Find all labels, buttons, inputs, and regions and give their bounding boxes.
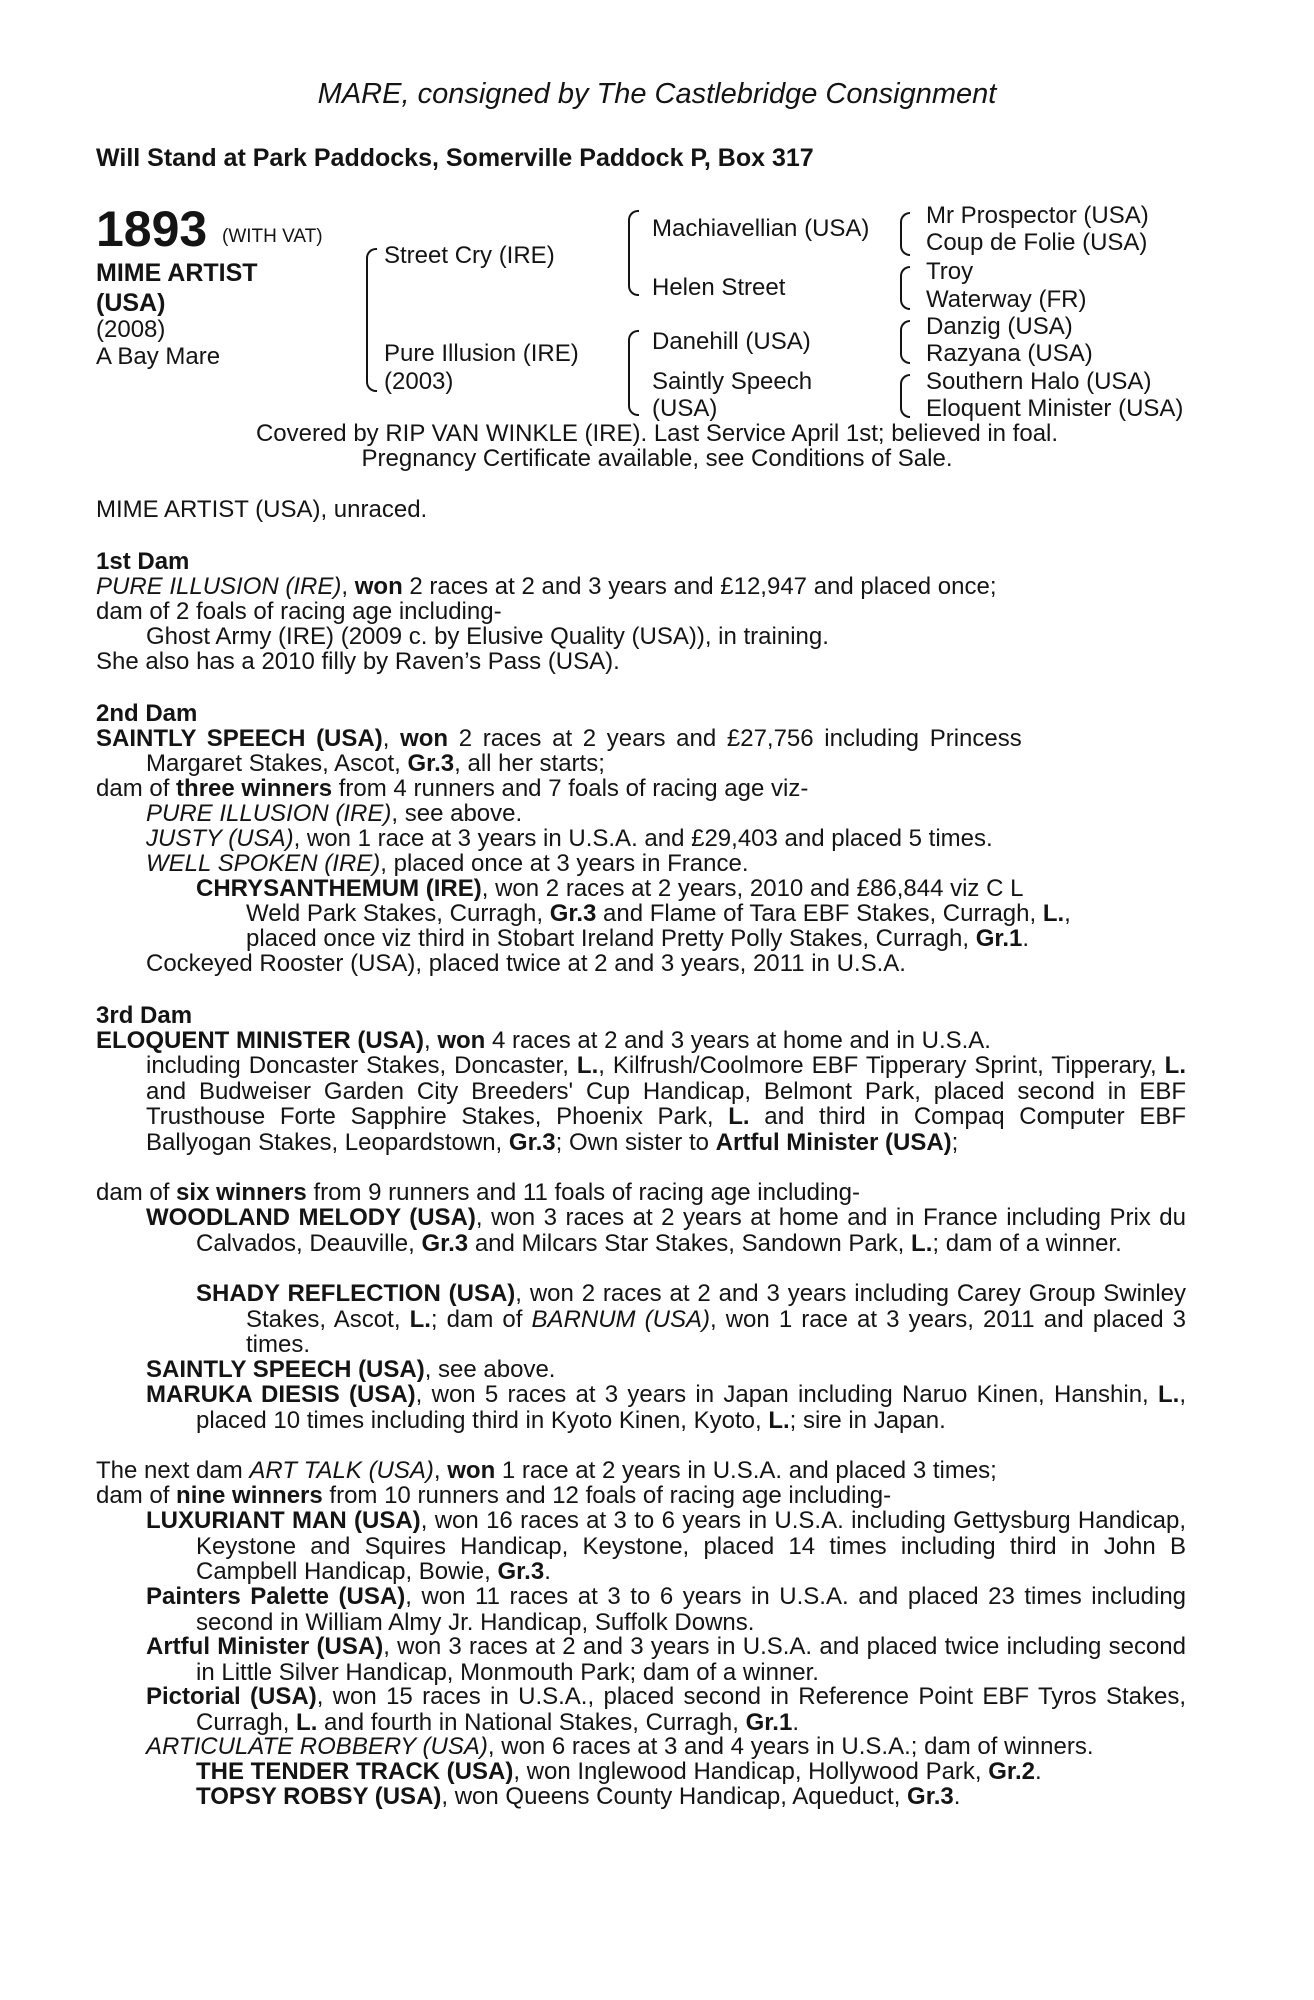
dam1-name: PURE ILLUSION (IRE) <box>96 573 342 600</box>
pedigree-ddd: Eloquent Minister (USA) <box>926 395 1184 422</box>
dam3-offspring-shady: SHADY REFLECTION (USA), won 2 races at 2 and 3 years including Carey Group Swinley Stakes, Ascot, L.; dam of BARNUM (USA), won 1 race at 3 years, 2011 and placed 3 times. <box>196 1280 1186 1358</box>
pedigree-sds: Troy <box>926 258 974 285</box>
consignor-title: MARE, consigned by The Castlebridge Consignment <box>317 78 997 110</box>
dam1-record: 2 races at 2 and 3 years and £12,947 and placed once; <box>402 573 997 600</box>
covered-note: Covered by RIP VAN WINKLE (IRE). Last Service April 1st; believed in foal. <box>255 420 1059 447</box>
horse-name: MIME ARTIST (USA) <box>96 259 258 317</box>
dam3-offspring-maruka: MARUKA DIESIS (USA), won 5 races at 3 years in Japan including Naruo Kinen, Hanshin, L., placed 10 times including third in Kyoto Kinen, Kyoto, L.; sire in Japan. <box>146 1381 1186 1434</box>
next-dam-painters: Painters Palette (USA), won 11 races at 3 to 6 years in U.S.A. and placed 23 times including second in William Almy Jr. Handicap, Suffolk Downs. <box>146 1583 1187 1636</box>
pedigree-brace-parents <box>366 248 377 392</box>
pedigree-brace-sd <box>900 266 910 310</box>
section-2nd-dam: 2nd Dam <box>96 700 198 727</box>
pedigree-sdd: Waterway (FR) <box>926 286 1087 313</box>
dam3-offspring-woodland: WOODLAND MELODY (USA), won 3 races at 2 years at home and in France including Prix du Calvados, Deauville, Gr.3 and Milcars Star Stakes, Sandown Park, L.; dam of a winner. <box>146 1204 1186 1257</box>
pedigree-brace-dam <box>628 330 639 416</box>
dam2-record: 2 races at 2 years and £27,756 including Princess <box>448 725 1022 752</box>
pedigree-ssd: Coup de Folie (USA) <box>926 229 1148 256</box>
dam2-line1: SAINTLY SPEECH (USA), won 2 races at 2 years and £27,756 including Princess <box>96 725 1022 752</box>
next-dam-tender-track: THE TENDER TRACK (USA), won Inglewood Handicap, Hollywood Park, Gr.2. <box>196 1758 1042 1785</box>
next-dam-produce: dam of nine winners from 10 runners and 12 foals of racing age including- <box>96 1482 892 1509</box>
dam1-line4: She also has a 2010 filly by Raven’s Pass (USA). <box>96 648 620 675</box>
pregnancy-note: Pregnancy Certificate available, see Conditions of Sale. <box>361 445 953 472</box>
dam1-line1 <box>96 574 997 600</box>
dam3-produce: dam of six winners from 9 runners and 11 foals of racing age including- <box>96 1179 860 1206</box>
dam2-offspring-4-line2: Weld Park Stakes, Curragh, Gr.3 and Flame of Tara EBF Stakes, Curragh, L., <box>246 900 1071 927</box>
pedigree-dam-dam-country: (USA) <box>652 395 718 422</box>
dam2-offspring-2: JUSTY (USA), won 1 race at 3 years in U.S.A. and £29,403 and placed 5 times. <box>146 825 993 852</box>
dam2-offspring-4: CHRYSANTHEMUM (IRE), won 2 races at 2 years, 2010 and £86,844 viz C L <box>196 875 1024 902</box>
pedigree-sire: Street Cry (IRE) <box>384 242 555 269</box>
dam2-offspring-3: WELL SPOKEN (IRE), placed once at 3 years in France. <box>146 850 749 877</box>
lot-number: 1893 <box>96 201 208 257</box>
pedigree-sire-sire: Machiavellian (USA) <box>652 215 870 242</box>
dam2-offspring-4-line3: placed once viz third in Stobart Ireland Pretty Polly Stakes, Curragh, Gr.1. <box>246 925 1030 952</box>
pedigree-dam-dam: Saintly Speech <box>652 368 813 395</box>
pedigree-dam-year: (2003) <box>384 368 454 395</box>
next-dam-luxuriant: LUXURIANT MAN (USA), won 16 races at 3 to 6 years in U.S.A. including Gettysburg Handicap, Keystone and Squires Handicap, Keystone, placed 14 times including third in John B Campbell Handicap, Bowie, Gr.3. <box>146 1507 1186 1585</box>
next-dam-line1: The next dam ART TALK (USA), won 1 race at 2 years in U.S.A. and placed 3 times; <box>96 1457 997 1484</box>
pedigree-dds: Southern Halo (USA) <box>926 368 1152 395</box>
horse-summary: MIME ARTIST (USA), unraced. <box>96 496 428 523</box>
dam1-won: won <box>354 573 403 600</box>
pedigree-sire-dam: Helen Street <box>652 274 786 301</box>
next-dam-pictorial: Pictorial (USA), won 15 races in U.S.A., placed second in Reference Point EBF Tyros Stakes, Curragh, L. and fourth in National Stakes, Curragh, Gr.1. <box>146 1683 1186 1736</box>
next-dam-topsy: TOPSY ROBSY (USA), won Queens County Handicap, Aqueduct, Gr.3. <box>196 1783 961 1810</box>
grade-3: Gr.3 <box>407 750 455 777</box>
stand-location: Will Stand at Park Paddocks, Somerville Paddock P, Box 317 <box>96 144 814 172</box>
dam2-offspring-5: Cockeyed Rooster (USA), placed twice at 2 and 3 years, 2011 in U.S.A. <box>146 950 906 977</box>
next-dam-artful: Artful Minister (USA), won 3 races at 2 and 3 years in U.S.A. and placed twice including second in Little Silver Handicap, Monmouth Park; dam of a winner. <box>146 1633 1186 1686</box>
pedigree-brace-ss <box>900 212 910 256</box>
pedigree-dsd: Razyana (USA) <box>926 340 1093 367</box>
horse-year: (2008) <box>96 316 166 343</box>
section-3rd-dam: 3rd Dam <box>96 1002 193 1029</box>
vat-note: (WITH VAT) <box>222 226 323 247</box>
pedigree-brace-ds <box>900 320 910 364</box>
pedigree-brace-dd <box>900 374 910 418</box>
dam1-offspring: Ghost Army (IRE) (2009 c. by Elusive Quality (USA)), in training. <box>146 623 829 650</box>
pedigree-brace-sire <box>628 210 639 296</box>
dam3-offspring-saintly: SAINTLY SPEECH (USA), see above. <box>146 1356 556 1383</box>
dam2-won: won <box>400 725 449 752</box>
next-dam-articulate: ARTICULATE ROBBERY (USA), won 6 races at 3 and 4 years in U.S.A.; dam of winners. <box>146 1733 1094 1760</box>
dam2-line2: Margaret Stakes, Ascot, Gr.3, all her starts; <box>146 750 605 777</box>
dam3-line1: ELOQUENT MINISTER (USA), won 4 races at 2 and 3 years at home and in U.S.A. <box>96 1027 991 1054</box>
pedigree-dam: Pure Illusion (IRE) <box>384 340 579 367</box>
dam1-comma: , <box>341 573 355 600</box>
pedigree-dss: Danzig (USA) <box>926 313 1073 340</box>
pedigree-dam-sire: Danehill (USA) <box>652 328 811 355</box>
dam2-offspring-1: PURE ILLUSION (IRE), see above. <box>146 800 523 827</box>
pedigree-sss: Mr Prospector (USA) <box>926 202 1149 229</box>
dam1-line2: dam of 2 foals of racing age including- <box>96 598 502 625</box>
dam2-name: SAINTLY SPEECH (USA) <box>96 725 383 752</box>
horse-description: A Bay Mare <box>96 343 221 370</box>
section-1st-dam: 1st Dam <box>96 548 190 575</box>
dam2-produce: dam of three winners from 4 runners and 7 foals of racing age viz- <box>96 775 809 802</box>
dam3-body: including Doncaster Stakes, Doncaster, L., Kilfrush/Coolmore EBF Tipperary Sprint, Tipperary, L. and Budweiser Garden City Breeders' Cup Handicap, Belmont Park, placed second in EBF Trusthouse Forte Sapphire Stakes, Phoenix Park, L. and third in Compaq Computer EBF Ballyogan Stakes, Leopardstown, Gr.3; Own sister to Artful Minister (USA); <box>146 1052 1186 1156</box>
